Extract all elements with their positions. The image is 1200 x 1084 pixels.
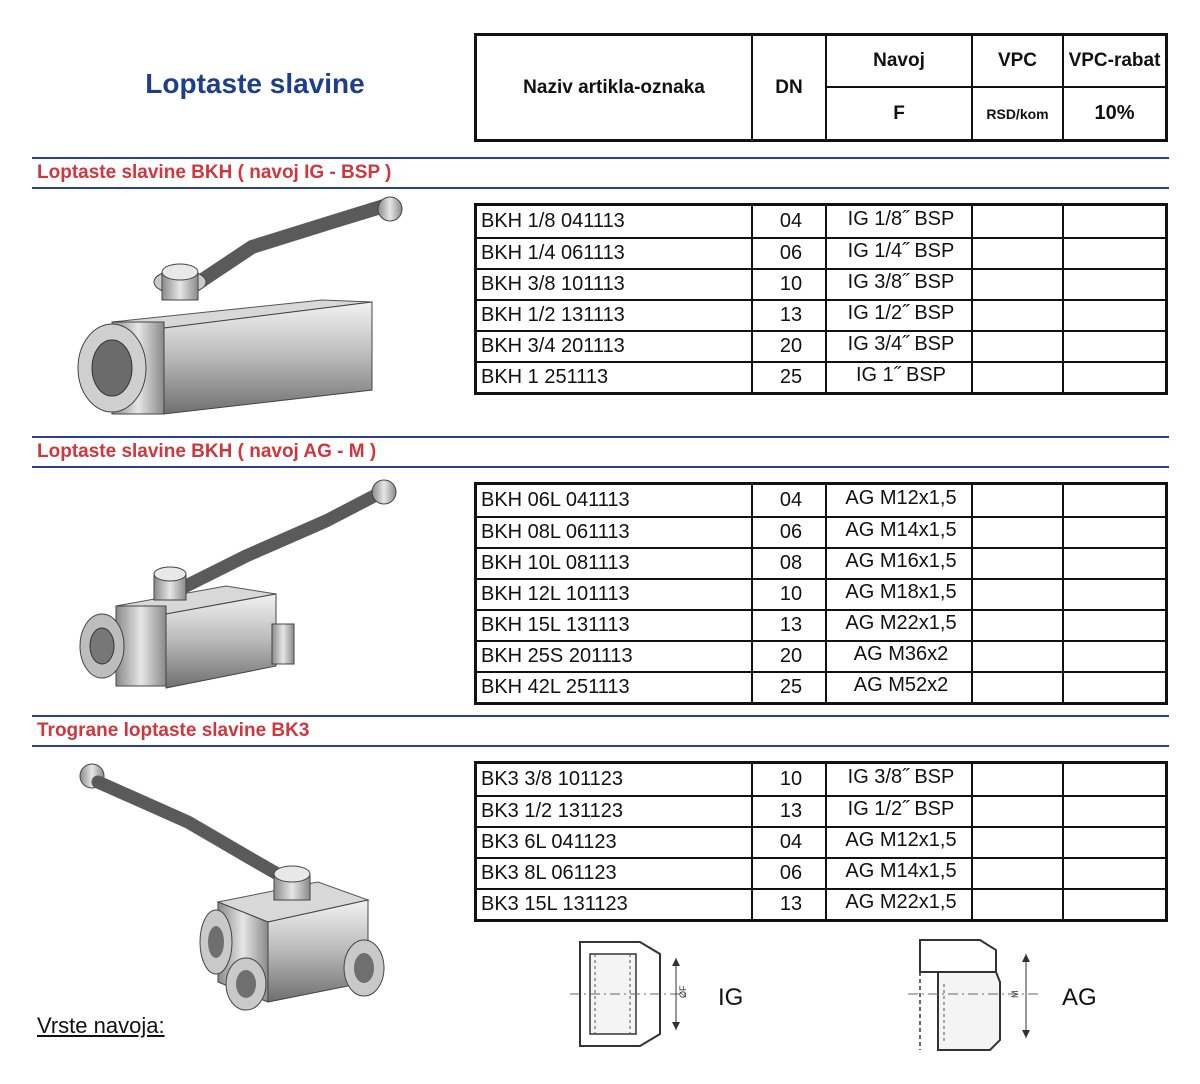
section-rule xyxy=(32,745,1169,747)
table-row: BKH 12L 101113 10 AG M18x1,5 xyxy=(477,578,1165,609)
header-navoj-sub: F xyxy=(893,102,905,124)
section-title-bkh-ag: Loptaste slavine BKH ( navoj AG - M ) xyxy=(37,441,377,462)
table-row: BK3 8L 061123 06 AG M14x1,5 xyxy=(477,857,1165,888)
thread-types-label: Vrste navoja: xyxy=(37,1013,165,1038)
ag-dim-label: M xyxy=(1010,990,1020,998)
header-table xyxy=(474,33,1168,142)
table-row: BKH 42L 251113 25 AG M52x2 xyxy=(477,671,1165,702)
table-row: BKH 3/8 101113 10 IG 3/8˝ BSP xyxy=(477,268,1165,299)
header-dn: DN xyxy=(775,76,803,98)
table-bkh-ag xyxy=(474,482,1168,705)
header-rabat: VPC-rabat xyxy=(1068,50,1161,71)
table-row: BK3 1/2 131123 13 IG 1/2˝ BSP xyxy=(477,795,1165,826)
ball-valve-ag-image xyxy=(76,476,406,708)
page-title: Loptaste slavine xyxy=(145,68,365,99)
table-row: BKH 10L 081113 08 AG M16x1,5 xyxy=(477,547,1165,578)
table-row: BKH 1 251113 25 IG 1˝ BSP xyxy=(477,361,1165,392)
table-row: BK3 6L 041123 04 AG M12x1,5 xyxy=(477,826,1165,857)
header-vpc: VPC xyxy=(997,50,1038,71)
table-row: BKH 08L 061113 06 AG M14x1,5 xyxy=(477,516,1165,547)
table-row: BKH 15L 131113 13 AG M22x1,5 xyxy=(477,609,1165,640)
ig-dim-label: ØF xyxy=(678,985,688,998)
ag-label: AG xyxy=(1062,984,1097,1011)
section-rule xyxy=(32,466,1169,468)
table-bkh-ig xyxy=(474,203,1168,395)
header-vpc-sub: RSD/kom xyxy=(986,105,1049,122)
ig-thread-diagram xyxy=(560,932,710,1061)
header-navoj: Navoj xyxy=(873,50,925,71)
table-row: BKH 1/4 061113 06 IG 1/4˝ BSP xyxy=(477,237,1165,268)
table-row: BKH 1/2 131113 13 IG 1/2˝ BSP xyxy=(477,299,1165,330)
section-rule xyxy=(32,157,1169,159)
ag-thread-diagram xyxy=(900,932,1050,1063)
section-rule xyxy=(32,715,1169,717)
table-row: BKH 06L 041113 04 AG M12x1,5 xyxy=(481,487,957,511)
table-row: BKH 3/4 201113 20 IG 3/4˝ BSP xyxy=(477,330,1165,361)
header-rabat-sub: 10% xyxy=(1094,102,1135,124)
table-row: BK3 3/8 101123 10 IG 3/8˝ BSP xyxy=(481,766,955,790)
three-way-valve-image xyxy=(78,762,398,1012)
table-row: BK3 15L 131123 13 AG M22x1,5 xyxy=(477,888,1165,919)
ig-label: IG xyxy=(718,984,744,1011)
table-row: BKH 25S 201113 20 AG M36x2 xyxy=(477,640,1165,671)
section-title-bk3: Trograne loptaste slavine BK3 xyxy=(37,720,310,741)
section-rule xyxy=(32,436,1169,438)
ball-valve-ig-image xyxy=(72,192,412,420)
section-rule xyxy=(32,187,1169,189)
table-row: BKH 1/8 041113 04 IG 1/8˝ BSP xyxy=(481,208,955,232)
header-name: Naziv artikla-oznaka xyxy=(523,76,705,98)
table-bk3 xyxy=(474,761,1168,922)
section-title-bkh-ig: Loptaste slavine BKH ( navoj IG - BSP ) xyxy=(37,162,392,183)
